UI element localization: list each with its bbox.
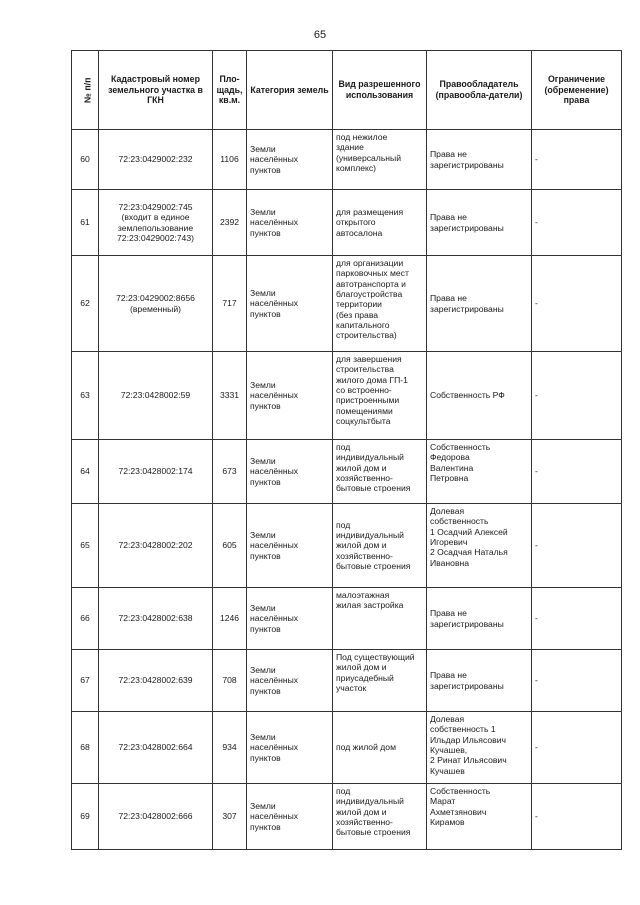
cell-area: 307 [213,784,247,850]
table-row [72,504,622,588]
cell-number: 67 [72,650,99,712]
cell-use: под нежилое здание (универсальный комплекс) [333,130,427,190]
cell-cadastral: 72:23:0428002:639 [99,650,213,712]
table-row [72,588,622,650]
cell-owner: Собственность РФ [427,352,532,440]
header-number: № п/п [72,51,99,130]
cell-use: под индивидуальный жилой дом и хозяйственно- бытовые строения [333,784,427,850]
table-row [72,256,622,352]
table-row [72,130,622,190]
cell-cadastral: 72:23:0428002:59 [99,352,213,440]
table-row [72,650,622,712]
cell-owner: Долевая собственность 1 Ильдар Ильясович Кучашев, 2 Ринат Ильясович Кучашев [427,712,532,784]
cell-number: 66 [72,588,99,650]
cell-number: 64 [72,440,99,504]
cell-area: 673 [213,440,247,504]
cell-number: 61 [72,190,99,256]
cell-area: 1106 [213,130,247,190]
cell-use: малоэтажная жилая застройка [333,588,427,650]
cell-use: под индивидуальный жилой дом и хозяйственно- бытовые строения [333,504,427,588]
cell-area: 717 [213,256,247,352]
cell-number: 62 [72,256,99,352]
header-use: Вид разрешенного использования [333,51,427,130]
cell-number: 69 [72,784,99,850]
cell-area: 605 [213,504,247,588]
cell-limit: - [532,352,622,440]
cell-cadastral: 72:23:0429002:745 (входит в единое землепользование 72:23:0429002:743) [99,190,213,256]
cell-owner: Собственность Марат Ахметзянович Кирамов [427,784,532,850]
cell-area: 3331 [213,352,247,440]
cell-category: Земли населённых пунктов [247,190,333,256]
cell-cadastral: 72:23:0428002:664 [99,712,213,784]
cell-cadastral: 72:23:0428002:174 [99,440,213,504]
cell-number: 63 [72,352,99,440]
cell-limit: - [532,650,622,712]
cell-owner: Собственность Федорова Валентина Петровна [427,440,532,504]
cell-use: Под существующий жилой дом и приусадебный участок [333,650,427,712]
cell-owner: Права не зарегистрированы [427,190,532,256]
cell-owner: Права не зарегистрированы [427,588,532,650]
header-area: Пло-щадь, кв.м. [213,51,247,130]
cell-category: Земли населённых пунктов [247,130,333,190]
cell-category: Земли населённых пунктов [247,650,333,712]
land-registry-table [71,50,622,850]
cell-area: 2392 [213,190,247,256]
cell-limit: - [532,190,622,256]
header-owner: Правообладатель (правообла-датели) [427,51,532,130]
cell-cadastral: 72:23:0429002:232 [99,130,213,190]
cell-use: для организации парковочных мест автотранспорта и благоустройства территории (без права капитального строительства) [333,256,427,352]
table-row [72,440,622,504]
cell-use: для размещения открытого автосалона [333,190,427,256]
cell-category: Земли населённых пунктов [247,588,333,650]
cell-cadastral: 72:23:0429002:8656 (временный) [99,256,213,352]
cell-number: 60 [72,130,99,190]
cell-use: под жилой дом [333,712,427,784]
cell-limit: - [532,256,622,352]
cell-owner: Права не зарегистрированы [427,650,532,712]
cell-cadastral: 72:23:0428002:666 [99,784,213,850]
cell-category: Земли населённых пунктов [247,712,333,784]
header-limit: Ограничение (обременение) права [532,51,622,130]
cell-limit: - [532,504,622,588]
cell-limit: - [532,712,622,784]
cell-category: Земли населённых пунктов [247,256,333,352]
cell-owner: Долевая собственность 1 Осадчий Алексей Игоревич 2 Осадчая Наталья Ивановна [427,504,532,588]
table-row [72,712,622,784]
cell-category: Земли населённых пунктов [247,504,333,588]
table-row [72,190,622,256]
table-row [72,784,622,850]
cell-use: для завершения строительства жилого дома ГП-1 со встроенно- пристроенными помещениями соцкультбыта [333,352,427,440]
cell-number: 68 [72,712,99,784]
cell-limit: - [532,130,622,190]
cell-cadastral: 72:23:0428002:202 [99,504,213,588]
cell-number: 65 [72,504,99,588]
cell-limit: - [532,784,622,850]
cell-area: 708 [213,650,247,712]
cell-category: Земли населённых пунктов [247,784,333,850]
table-row [72,352,622,440]
header-category: Категория земель [247,51,333,130]
cell-category: Земли населённых пунктов [247,440,333,504]
cell-use: под индивидуальный жилой дом и хозяйственно- бытовые строения [333,440,427,504]
cell-area: 1246 [213,588,247,650]
cell-limit: - [532,588,622,650]
header-row [72,51,622,130]
cell-owner: Права не зарегистрированы [427,130,532,190]
cell-area: 934 [213,712,247,784]
header-cadastral: Кадастровый номер земельного участка в ГКН [99,51,213,130]
cell-cadastral: 72:23:0428002:638 [99,588,213,650]
cell-limit: - [532,440,622,504]
cell-category: Земли населённых пунктов [247,352,333,440]
page-number: 65 [313,29,327,41]
cell-owner: Права не зарегистрированы [427,256,532,352]
